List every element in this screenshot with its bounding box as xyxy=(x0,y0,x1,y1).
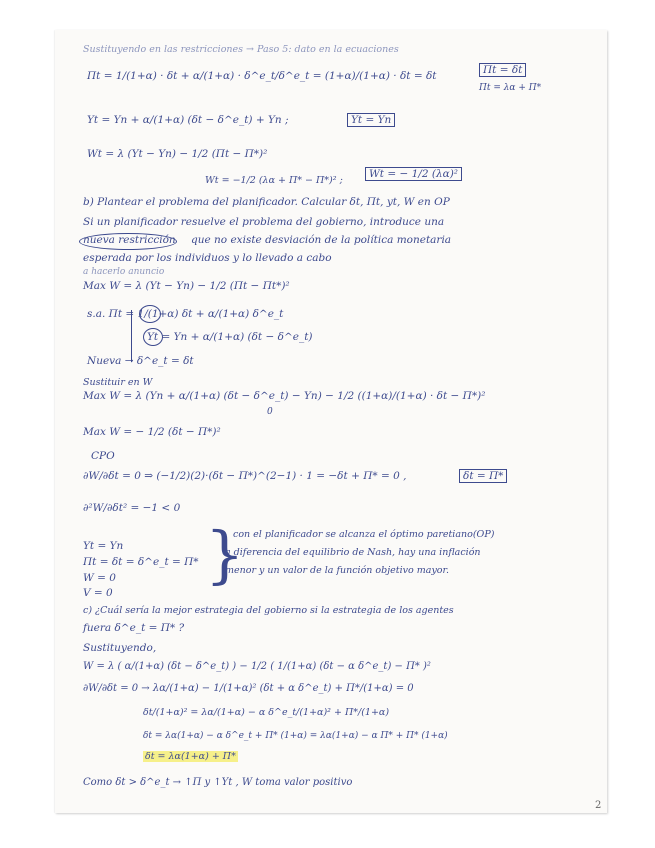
result-delta-c-highlight: δt = λα(1+α) + Π* xyxy=(145,751,236,762)
line-new-constraint: Nueva → δ^e_t = δt xyxy=(87,355,194,367)
line-part-b-title: b) Plantear el problema del planificador. Calcular δt, Πt, yt, W en OP xyxy=(83,196,450,208)
line-max-w: Max W = λ (Yt − Yn) − 1/2 (Πt − Πt*)² xyxy=(83,280,290,292)
page-number: 2 xyxy=(595,800,602,811)
line-part-b-text2b: que no existe desviación de la política monetaria xyxy=(191,234,452,246)
line-result-v: V = 0 xyxy=(83,587,113,599)
line-result-y: Yt = Yn xyxy=(83,540,124,552)
notebook-page xyxy=(55,30,607,813)
line-constraint-pi: s.a. Πt = 1/(1+α) δt + α/(1+α) δ^e_t xyxy=(87,308,284,320)
line-constraint-y: Yt = Yn + α/(1+α) (δt − δ^e_t) xyxy=(147,331,313,343)
line-dw-c: ∂W/∂δt = 0 → λα/(1+α) − 1/(1+α)² (δt + α δ^e_t) + Π*/(1+α) = 0 xyxy=(83,683,414,694)
line-zero-under: 0 xyxy=(267,407,273,417)
line-max-w-simplified: Max W = − 1/2 (δt − Π*)² xyxy=(83,426,221,438)
line-part-b-text4: a hacerlo anuncio xyxy=(83,267,165,277)
line-sustituyendo: Sustituyendo, xyxy=(83,642,157,654)
oval-pi xyxy=(139,305,161,323)
comment-line-3: menor y un valor de la función objetivo mayor. xyxy=(225,565,450,576)
line-part-b-text2a: nueva restricción xyxy=(83,234,176,246)
curly-brace: } xyxy=(205,518,245,591)
line-conclusion: Como δt > δ^e_t → ↑Π y ↑Yt , W toma valor positivo xyxy=(83,777,353,788)
line-pi-equation: Πt = 1/(1+α) · δt + α/(1+α) · δ^e_t/δ^e_t = (1+α)/(1+α) · δt = δt xyxy=(87,70,437,82)
comment-line-1: con el planificador se alcanza el óptimo paretiano(OP) xyxy=(233,529,495,540)
line-y-equation: Yt = Yn + α/(1+α) (δt − δ^e_t) + Yn ; xyxy=(87,114,289,126)
line-w-value: Wt = −1/2 (λα + Π* − Π*)² ; xyxy=(205,175,343,186)
line-max-w-sub: Max W = λ (Yn + α/(1+α) (δt − δ^e_t) − Yn) − 1/2 ((1+α)/(1+α) · δt − Π*)² xyxy=(83,390,486,402)
result-pi-box: Πt = δt xyxy=(479,64,526,77)
line-delta-c2: δt = λα(1+α) − α δ^e_t + Π* (1+α) = λα(1+α) − α Π* + Π* (1+α) xyxy=(143,731,448,741)
line-w-c: W = λ ( α/(1+α) (δt − δ^e_t) ) − 1/2 ( 1/(1+α) (δt − α δ^e_t) − Π* )² xyxy=(83,661,431,672)
oval-y xyxy=(143,328,163,346)
line-cpo-label: CPO xyxy=(91,450,115,462)
comment-line-2: a diferencia del equilibrio de Nash, hay una inflación xyxy=(225,547,481,558)
result-w-box: Wt = − 1/2 (λα)² xyxy=(365,168,462,181)
line-part-b-text3: esperada por los individuos y lo llevado a cabo xyxy=(83,252,332,264)
line-substitution-header: Sustituyendo en las restricciones → Paso 5: dato en la ecuaciones xyxy=(83,44,399,55)
line-part-c-title2: fuera δ^e_t = Π* ? xyxy=(83,622,185,634)
line-w-equation: Wt = λ (Yt − Yn) − 1/2 (Πt − Π*)² xyxy=(87,148,268,160)
line-foc: ∂W/∂δt = 0 ⇒ (−1/2)(2)·(δt − Π*)^(2−1) · 1 = −δt + Π* = 0 , xyxy=(83,470,407,482)
line-part-c-title: c) ¿Cuál sería la mejor estrategia del gobierno si la estrategia de los agentes xyxy=(83,605,454,616)
line-soc: ∂²W/∂δt² = −1 < 0 xyxy=(83,502,181,514)
line-result-w: W = 0 xyxy=(83,572,116,584)
result-y-box: Yt = Yn xyxy=(347,114,395,127)
result-delta-box: δt = Π* xyxy=(459,470,507,483)
result-pi-value: Πt = λα + Π* xyxy=(479,83,542,93)
line-part-b-text1: Si un planificador resuelve el problema del gobierno, introduce una xyxy=(83,216,445,228)
line-result-pi: Πt = δt = δ^e_t = Π* xyxy=(83,556,199,568)
line-substitute-w: Sustituir en W xyxy=(83,377,153,388)
line-delta-c1: δt/(1+α)² = λα/(1+α) − α δ^e_t/(1+α)² + Π*/(1+α) xyxy=(143,707,390,718)
